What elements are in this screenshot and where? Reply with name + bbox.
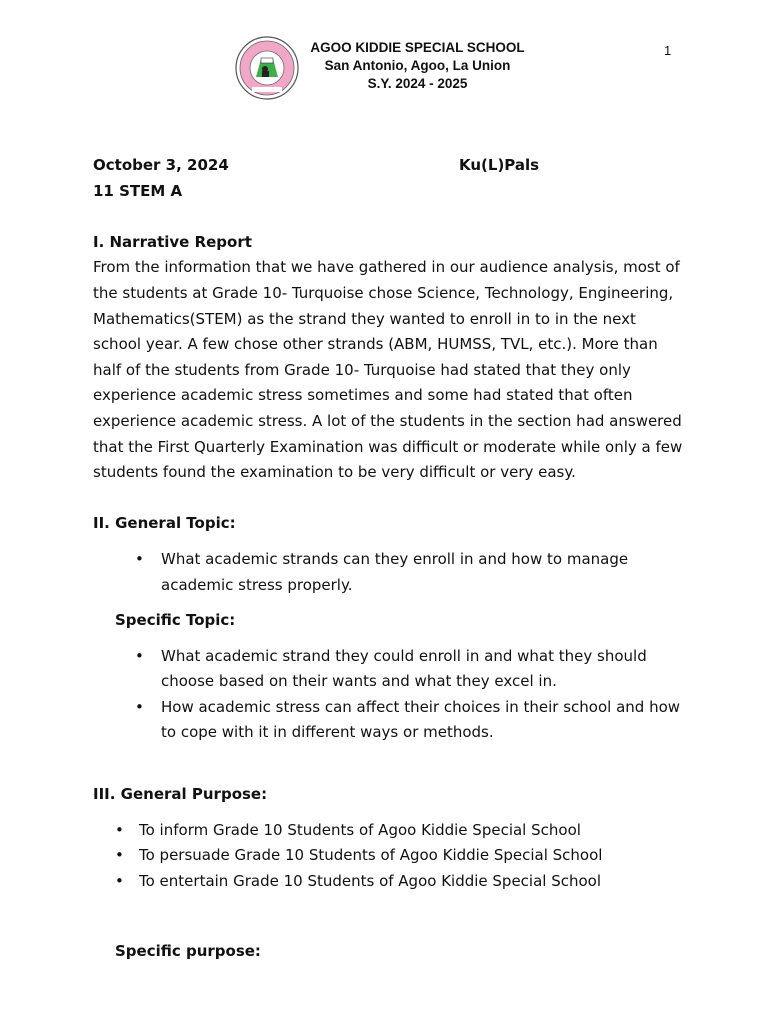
school-name: AGOO KIDDIE SPECIAL SCHOOL (310, 40, 525, 55)
list-item: • What academic strand they could enroll in and what they should choose based on their wants and what they excel in. (93, 644, 683, 695)
section-name: 11 STEM A (93, 181, 183, 200)
document-body (93, 153, 683, 965)
general-purpose-list (93, 818, 683, 895)
list-item: • To inform Grade 10 Students of Agoo Kiddie Special School (93, 818, 683, 844)
list-item: • What academic strands can they enroll in and how to manage academic stress properly. (93, 547, 683, 598)
list-item: • To persuade Grade 10 Students of Agoo Kiddie Special School (93, 843, 683, 869)
document-header (232, 35, 562, 101)
general-topic-list (93, 547, 683, 598)
group-name: Ku(L)Pals (459, 156, 540, 174)
page-number: 1 (664, 43, 672, 58)
specific-topic-list (93, 644, 683, 746)
list-item: • To entertain Grade 10 Students of Agoo Kiddie Special School (93, 869, 683, 895)
narrative-body: From the information that we have gathered in our audience analysis, most of the students at Grade 10- Turquoise chose Science, Technology, Engineering, Mathematics(STEM) as the strand they wanted to enroll in to in the next school year. A few chose other strands (ABM, HUMSS, TVL, etc.). More than half of the students from Grade 10- Turquoise had stated that they only experience academic stress sometimes and some had stated that often experience academic stress. A lot of the students in the section had answered that the First Quarterly Examination was difficult or moderate while only a few students found the examination to be very difficult or very easy. (93, 258, 683, 482)
school-heading (310, 39, 525, 93)
date-group-line (93, 153, 683, 179)
general-topic-heading: II. General Topic: (93, 514, 236, 533)
school-address: San Antonio, Agoo, La Union (324, 58, 511, 73)
specific-topic-heading: Specific Topic: (115, 611, 236, 630)
list-item: • How academic stress can affect their choices in their school and how to cope with it in different ways or methods. (93, 695, 683, 746)
general-purpose-heading: III. General Purpose: (93, 785, 268, 804)
school-logo (232, 35, 302, 101)
document-date: October 3, 2024 (93, 156, 229, 174)
narrative-heading: I. Narrative Report (93, 232, 252, 251)
school-year: S.Y. 2024 - 2025 (367, 76, 468, 91)
specific-purpose-heading: Specific purpose: (115, 942, 261, 961)
